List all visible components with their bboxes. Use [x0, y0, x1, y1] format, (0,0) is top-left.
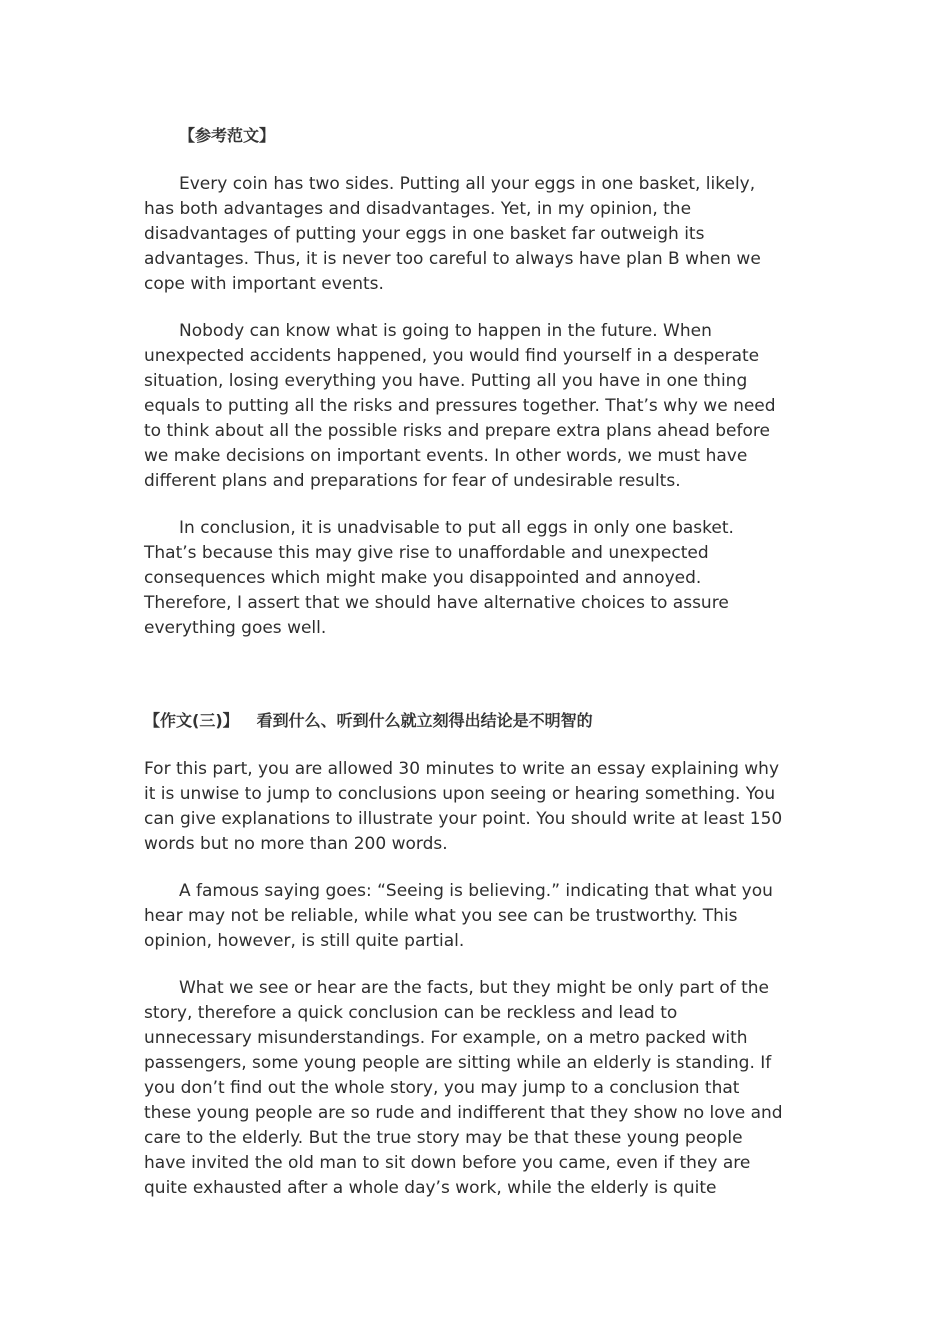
- text-line: have invited the old man to sit down before you came, even if they are: [144, 1153, 751, 1173]
- text-line: different plans and preparations for fear of undesirable results.: [144, 471, 681, 491]
- text-line: disadvantages of putting your eggs in one basket far outweigh its: [144, 224, 705, 244]
- text-line: situation, losing everything you have. Putting all you have in one thing: [144, 371, 748, 391]
- text-line: opinion, however, is still quite partial.: [144, 931, 465, 951]
- text-line: A famous saying goes: “Seeing is believing.” indicating that what you: [179, 881, 773, 901]
- text-line: cope with important events.: [144, 274, 384, 294]
- text-line: to think about all the possible risks and prepare extra plans ahead before: [144, 421, 770, 441]
- essay-paragraph-5: [144, 976, 814, 1201]
- text-line: care to the elderly. But the true story may be that these young people: [144, 1128, 743, 1148]
- text-line: these young people are so rude and indifferent that they show no love and: [144, 1103, 783, 1123]
- essay-paragraph-1: [144, 172, 814, 297]
- section-heading-essay-3: [144, 710, 593, 732]
- text-line: hear may not be reliable, while what you see can be trustworthy. This: [144, 906, 738, 926]
- text-line: consequences which might make you disappointed and annoyed.: [144, 568, 702, 588]
- text-line: Every coin has two sides. Putting all your eggs in one basket, likely,: [179, 174, 756, 194]
- text-line: you don’t find out the whole story, you may jump to a conclusion that: [144, 1078, 740, 1098]
- essay-paragraph-4: [144, 879, 814, 954]
- text-line: equals to putting all the risks and pressures together. That’s why we need: [144, 396, 776, 416]
- text-line: passengers, some young people are sitting while an elderly is standing. If: [144, 1053, 772, 1073]
- text-line: words but no more than 200 words.: [144, 834, 448, 854]
- text-line: has both advantages and disadvantages. Yet, in my opinion, the: [144, 199, 692, 219]
- text-line: advantages. Thus, it is never too careful to always have plan B when we: [144, 249, 761, 269]
- essay-prompt: [144, 757, 814, 857]
- text-line: For this part, you are allowed 30 minutes to write an essay explaining why: [144, 759, 780, 779]
- section-heading-reference: 【参考范文】: [179, 126, 276, 145]
- text-line: Nobody can know what is going to happen in the future. When: [179, 321, 712, 341]
- text-line: In conclusion, it is unadvisable to put all eggs in only one basket.: [179, 518, 734, 538]
- essay-number-label: 【作文(三)】: [144, 711, 239, 730]
- text-line: unexpected accidents happened, you would find yourself in a desperate: [144, 346, 760, 366]
- essay-paragraph-3: [144, 516, 814, 641]
- text-line: unnecessary misunderstandings. For example, on a metro packed with: [144, 1028, 748, 1048]
- text-line: Therefore, I assert that we should have alternative choices to assure: [144, 593, 729, 613]
- text-line: we make decisions on important events. In other words, we must have: [144, 446, 748, 466]
- text-line: it is unwise to jump to conclusions upon seeing or hearing something. You: [144, 784, 776, 804]
- essay-topic-title: 看到什么、听到什么就立刻得出结论是不明智的: [256, 711, 593, 730]
- text-line: What we see or hear are the facts, but they might be only part of the: [179, 978, 770, 998]
- text-line: story, therefore a quick conclusion can be reckless and lead to: [144, 1003, 678, 1023]
- text-line: everything goes well.: [144, 618, 327, 638]
- text-line: can give explanations to illustrate your point. You should write at least 150: [144, 809, 783, 829]
- text-line: That’s because this may give rise to unaffordable and unexpected: [144, 543, 709, 563]
- text-line: quite exhausted after a whole day’s work, while the elderly is quite: [144, 1178, 717, 1198]
- essay-paragraph-2: [144, 319, 814, 494]
